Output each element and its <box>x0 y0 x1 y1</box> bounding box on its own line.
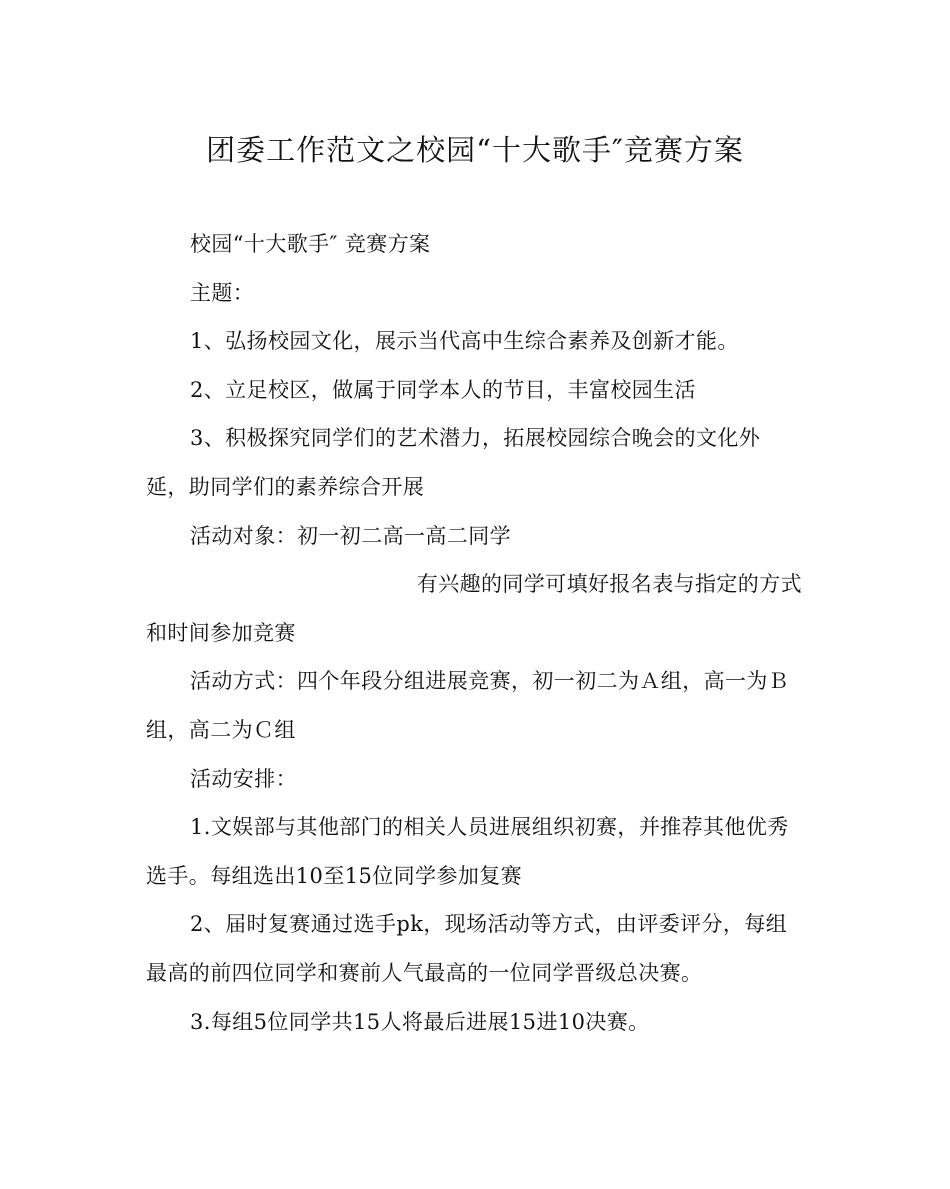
document-title: 团委工作范文之校园“十大歌手″竞赛方案 <box>206 133 744 167</box>
schedule-item-3: 3.每组5位同学共15人将最后进展15进10决赛。 <box>190 1009 650 1034</box>
schedule-label-paragraph: 活动安排： <box>190 766 297 791</box>
theme-item-1: 1、弘扬校园文化，展示当代高中生综合素养及创新才能。 <box>190 329 739 354</box>
document-body <box>146 220 802 1046</box>
signup-line-1: 有兴趣的同学可填好报名表与指定的方式 <box>416 572 802 597</box>
theme-item-3: 3、积极探究同学们的艺术潜力，拓展校园综合晚会的文化外延，助同学们的素养综合开展 <box>146 426 761 499</box>
schedule-item-2: 2、届时复赛通过选手pk，现场活动等方式，由评委评分，每组最高的前四位同学和赛前人气最高的一位同学晋级总决赛。 <box>146 912 788 985</box>
schedule-item-1: 1.文娱部与其他部门的相关人员进展组织初赛，并推荐其他优秀选手。每组选出10至15位同学参加复赛 <box>146 815 789 888</box>
signup-line-2: 和时间参加竞赛 <box>146 620 296 645</box>
method-paragraph: 活动方式：四个年段分组进展竞赛，初一初二为Ａ组，高一为Ｂ组，高二为Ｃ组 <box>146 669 790 742</box>
theme-item-2: 2、立足校区，做属于同学本人的节目，丰富校园生活 <box>190 377 696 402</box>
target-paragraph: 活动对象：初一初二高一高二同学 <box>190 523 511 548</box>
theme-label-paragraph: 主题： <box>190 280 255 305</box>
subtitle-paragraph: 校园“十大歌手″ 竞赛方案 <box>190 232 431 256</box>
